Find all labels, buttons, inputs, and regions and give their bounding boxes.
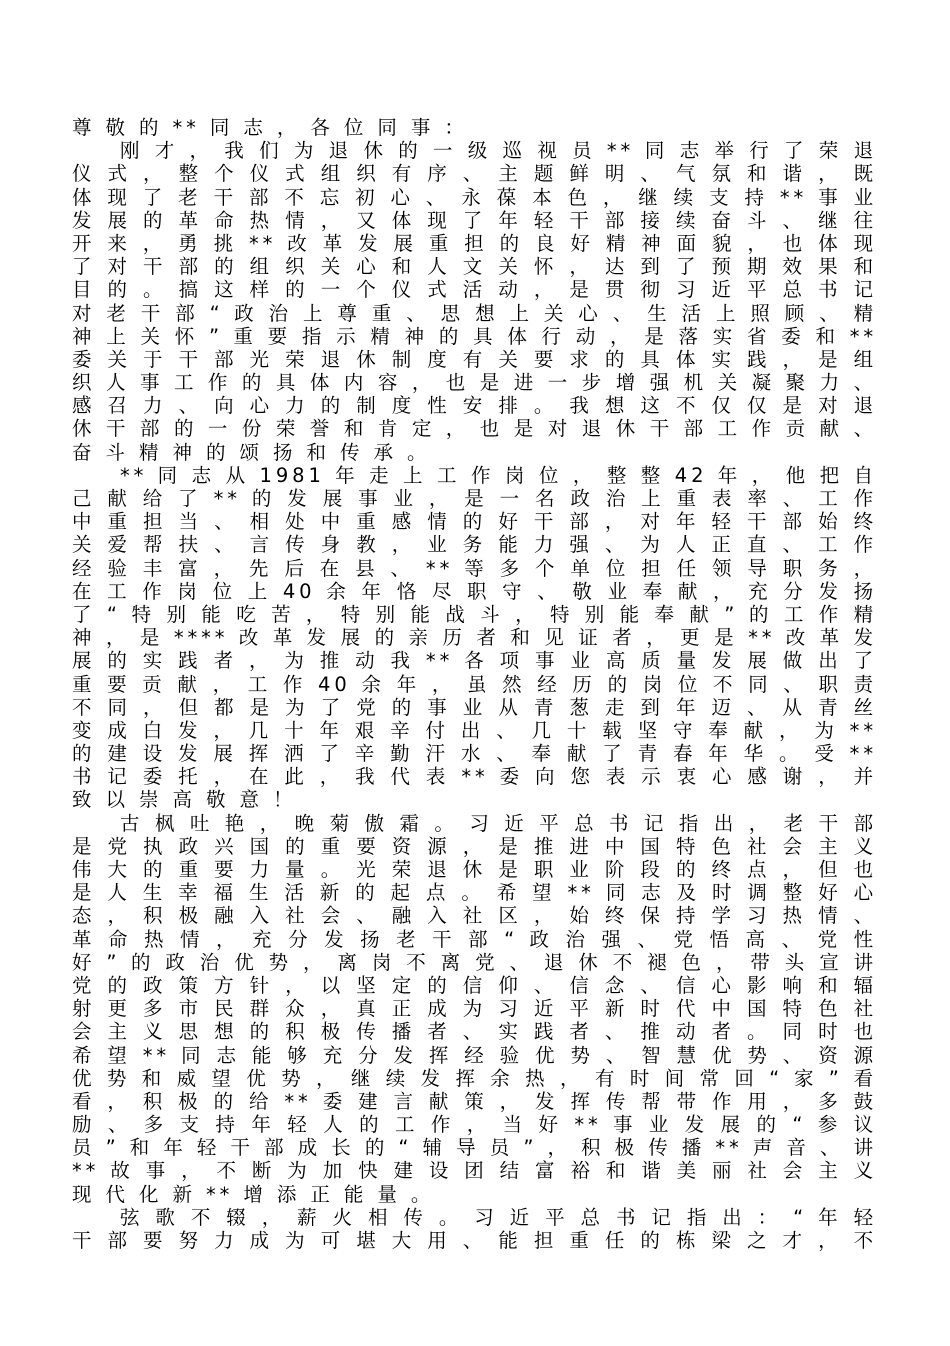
paragraph-line: 变 成 白 发 ， 几 十 年 艰 辛 付 出 、 几 十 载 坚 守 奉 献 ， 为 ** [72, 718, 877, 742]
paragraph-line: 刚 才 ， 我 们 为 退 休 的 一 级 巡 视 员 ** 同 志 举 行 了 荣 退 [120, 139, 877, 163]
paragraph-line: 伟 大 的 重 要 力 量 。 光 荣 退 休 是 职 业 阶 段 的 终 点 ， 但 也 [72, 858, 877, 881]
paragraph-line: 发 展 的 革 命 热 情 ， 又 体 现 了 年 轻 干 部 接 续 奋 斗 、 继 往 [72, 208, 877, 232]
paragraph-line: 感 召 力 、 向 心 力 的 制 度 性 安 排 。 我 想 这 不 仅 仅 是 对 退 [72, 394, 877, 418]
paragraph-line: 关 爱 帮 扶 、 言 传 身 教 ， 业 务 能 力 强 、 为 人 正 直 、 工 作 [72, 533, 877, 557]
paragraph-line: 书 记 委 托 ， 在 此 ， 我 代 表 ** 委 向 您 表 示 衷 心 感 谢 ， 并 [72, 765, 877, 789]
document-body [72, 116, 877, 1252]
paragraph-line: 中 重 担 当 、 相 处 中 重 感 情 的 好 干 部 ， 对 年 轻 干 部 始 终 [72, 510, 877, 534]
paragraph-line: 好 ” 的 政 治 优 势 ， 离 岗 不 离 党 、 退 休 不 褪 色 ， 带 头 宣 讲 [72, 950, 877, 974]
paragraph-line: 开 来 ， 勇 挑 ** 改 革 发 展 重 担 的 良 好 精 神 面 貌 ， 也 体 现 [72, 231, 877, 255]
paragraph-line: 休 干 部 的 一 份 荣 誉 和 肯 定 ， 也 是 对 退 休 干 部 工 作 贡 献 、 [72, 417, 877, 441]
paragraph-line: 体 现 了 老 干 部 不 忘 初 心 、 永 葆 本 色 ， 继 续 支 持 ** 事 业 [72, 185, 877, 209]
paragraph [72, 812, 877, 1206]
paragraph-line: 了 “ 特 别 能 吃 苦 ， 特 别 能 战 斗 ， 特 别 能 奉 献 ” 的 工 作 精 [72, 602, 877, 626]
paragraph-line: ** 同 志 从 1981 年 走 上 工 作 岗 位 ， 整 整 42 年 ， 他 把 自 [120, 463, 877, 487]
paragraph-list [72, 139, 877, 1252]
paragraph-line: 党 的 政 策 方 针 ， 以 坚 定 的 信 仰 、 信 念 、 信 心 影 响 和 辐 [72, 973, 877, 997]
paragraph-line: 奋 斗 精 神 的 颂 扬 和 传 承 。 [72, 440, 431, 464]
paragraph-line: 弦 歌 不 辍 ， 薪 火 相 传 。 习 近 平 总 书 记 指 出 ： “ 年 轻 [120, 1205, 877, 1229]
paragraph-line: 古 枫 吐 艳 ， 晚 菊 傲 霜 。 习 近 平 总 书 记 指 出 ， 老 干 部 [120, 811, 877, 835]
paragraph-line: 员 ” 和 年 轻 干 部 成 长 的 “ 辅 导 员 ” ， 积 极 传 播 ** 声 音 、 讲 [72, 1136, 877, 1160]
paragraph-line: 致 以 崇 高 敬 意 ！ [72, 788, 297, 812]
paragraph-line: 优 势 和 威 望 优 势 ， 继 续 发 挥 余 热 ， 有 时 间 常 回 “ 家 ” 看 [72, 1066, 877, 1090]
paragraph-line: 干 部 要 努 力 成 为 可 堪 大 用 、 能 担 重 任 的 栋 梁 之 才 ， 不 [72, 1229, 877, 1252]
paragraph-line: 织 人 事 工 作 的 具 体 内 容 ， 也 是 进 一 步 增 强 机 关 凝 聚 力 、 [72, 371, 877, 395]
paragraph [72, 464, 877, 812]
paragraph-line: 己 献 给 了 ** 的 发 展 事 业 ， 是 一 名 政 治 上 重 表 率 、 工 作 [72, 487, 877, 510]
paragraph [72, 1206, 877, 1252]
paragraph-line: 展 的 实 践 者 ， 为 推 动 我 ** 各 项 事 业 高 质 量 发 展 做 出 了 [72, 649, 877, 673]
paragraph-line: 在 工 作 岗 位 上 40 余 年 恪 尽 职 守 、 敬 业 奉 献 ， 充 分 发 扬 [72, 579, 877, 603]
paragraph-line: 励 、 多 支 持 年 轻 人 的 工 作 ， 当 好 ** 事 业 发 展 的 “ 参 议 [72, 1113, 877, 1137]
paragraph-line: 委 关 于 干 部 光 荣 退 休 制 度 有 关 要 求 的 具 体 实 践 ， 是 组 [72, 347, 877, 371]
paragraph-line: 射 更 多 市 民 群 众 ， 真 正 成 为 习 近 平 新 时 代 中 国 特 色 社 [72, 997, 877, 1021]
greeting-line: 尊 敬 的 ** 同 志 ， 各 位 同 事 ： [72, 116, 468, 139]
paragraph-line: 仪 式 ， 整 个 仪 式 组 织 有 序 、 主 题 鲜 明 、 气 氛 和 谐 ， 既 [72, 162, 877, 186]
paragraph-line: 态 ， 积 极 融 入 社 会 、 融 入 社 区 ， 始 终 保 持 学 习 热 情 、 [72, 904, 877, 928]
paragraph-line: 会 主 义 思 想 的 积 极 传 播 者 、 实 践 者 、 推 动 者 。 同 时 也 [72, 1020, 877, 1044]
paragraph-line: ** 故 事 ， 不 断 为 加 快 建 设 团 结 富 裕 和 谐 美 丽 社 会 主 义 [72, 1159, 877, 1183]
paragraph-line: 是 人 生 幸 福 生 活 新 的 起 点 。 希 望 ** 同 志 及 时 调 整 好 心 [72, 881, 877, 905]
paragraph [72, 139, 877, 464]
paragraph-line: 对 老 干 部 “ 政 治 上 尊 重 、 思 想 上 关 心 、 生 活 上 照 顾 、 精 [72, 301, 877, 325]
paragraph-line: 是 党 执 政 兴 国 的 重 要 资 源 ， 是 推 进 中 国 特 色 社 会 主 义 [72, 834, 877, 858]
paragraph-line: 重 要 贡 献 ， 工 作 40 余 年 ， 虽 然 经 历 的 岗 位 不 同 、 职 责 [72, 672, 877, 696]
paragraph-line: 经 验 丰 富 ， 先 后 在 县 、 ** 等 多 个 单 位 担 任 领 导 职 务 ， [72, 556, 877, 580]
paragraph-line: 神 ， 是 **** 改 革 发 展 的 亲 历 者 和 见 证 者 ， 更 是 ** 改 革 发 [72, 626, 877, 650]
paragraph-line: 神 上 关 怀 ” 重 要 指 示 精 神 的 具 体 行 动 ， 是 落 实 省 委 和 ** [72, 324, 877, 348]
paragraph-line: 目 的 。 搞 这 样 的 一 个 仪 式 活 动 ， 是 贯 彻 习 近 平 总 书 记 [72, 278, 877, 302]
paragraph-line: 现 代 化 新 ** 增 添 正 能 量 。 [72, 1182, 435, 1206]
paragraph-line: 希 望 ** 同 志 能 够 充 分 发 挥 经 验 优 势 、 智 慧 优 势 、 资 源 [72, 1043, 877, 1067]
paragraph-line: 革 命 热 情 ， 充 分 发 扬 老 干 部 “ 政 治 强 、 党 悟 高 、 党 性 [72, 927, 877, 951]
paragraph-line: 看 ， 积 极 的 给 ** 委 建 言 献 策 ， 发 挥 传 帮 带 作 用 ， 多 鼓 [72, 1089, 877, 1113]
paragraph-line: 了 对 干 部 的 组 织 关 心 和 人 文 关 怀 ， 达 到 了 预 期 效 果 和 [72, 255, 877, 279]
paragraph-line: 的 建 设 发 展 挥 洒 了 辛 勤 汗 水 、 奉 献 了 青 春 年 华 。 受 ** [72, 742, 877, 766]
paragraph-line: 不 同 ， 但 都 是 为 了 党 的 事 业 从 青 葱 走 到 年 迈 、 从 青 丝 [72, 695, 877, 719]
